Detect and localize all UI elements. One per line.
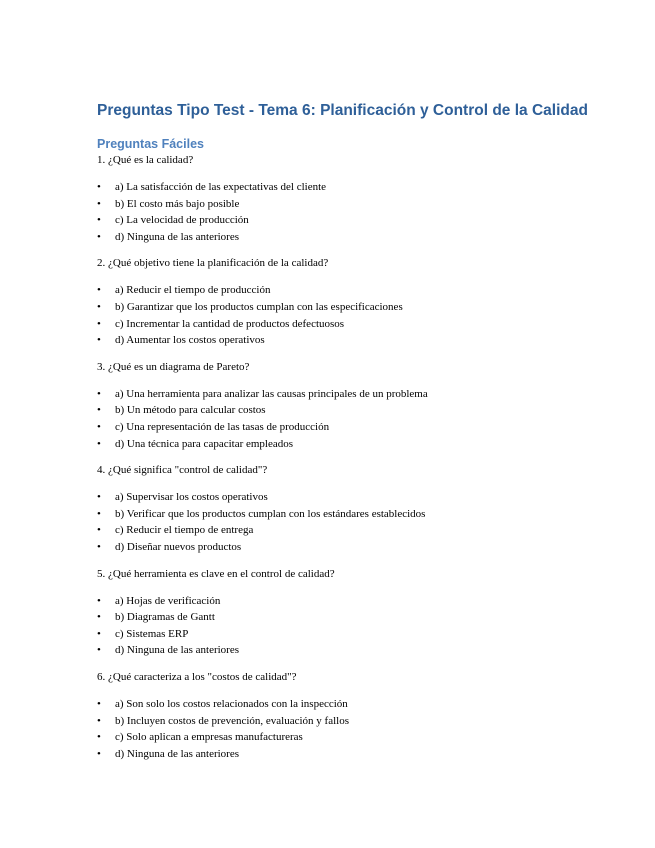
document-title: Preguntas Tipo Test - Tema 6: Planificación y Control de la Calidad bbox=[97, 102, 588, 119]
section-title: Preguntas Fáciles bbox=[97, 137, 204, 151]
option-item bbox=[97, 282, 403, 299]
option-text: c) La velocidad de producción bbox=[115, 214, 249, 227]
option-item bbox=[97, 332, 403, 349]
question-5 bbox=[97, 566, 637, 669]
option-item bbox=[97, 539, 425, 556]
question-2 bbox=[97, 255, 637, 358]
bullet-icon: • bbox=[97, 197, 101, 210]
option-text: d) Ninguna de las anteriores bbox=[115, 644, 240, 657]
bullet-icon: • bbox=[97, 404, 101, 417]
option-list bbox=[97, 386, 428, 452]
option-item bbox=[97, 316, 403, 333]
option-text: d) Una técnica para capacitar empleados bbox=[115, 437, 294, 450]
option-item bbox=[97, 386, 428, 403]
bullet-icon: • bbox=[97, 644, 101, 657]
option-text: d) Diseñar nuevos productos bbox=[115, 540, 242, 553]
option-text: b) Un método para calcular costos bbox=[115, 404, 266, 417]
bullet-icon: • bbox=[97, 334, 101, 347]
option-text: a) La satisfacción de las expectativas del cliente bbox=[115, 181, 327, 193]
option-item bbox=[97, 196, 326, 213]
question-list bbox=[97, 152, 637, 772]
option-item bbox=[97, 299, 403, 316]
bullet-icon: • bbox=[97, 594, 101, 607]
bullet-icon: • bbox=[97, 697, 101, 710]
bullet-icon: • bbox=[97, 300, 101, 313]
option-list bbox=[97, 489, 425, 555]
option-item bbox=[97, 642, 239, 659]
option-item bbox=[97, 436, 428, 453]
option-text: d) Ninguna de las anteriores bbox=[115, 230, 240, 243]
question-text: 5. ¿Qué herramienta es clave en el control de calidad? bbox=[97, 567, 335, 580]
option-text: d) Aumentar los costos operativos bbox=[115, 334, 265, 347]
question-1 bbox=[97, 152, 637, 255]
bullet-icon: • bbox=[97, 524, 101, 537]
bullet-icon: • bbox=[97, 181, 101, 193]
option-item bbox=[97, 626, 239, 643]
option-item bbox=[97, 229, 326, 246]
option-text: c) Sistemas ERP bbox=[115, 627, 189, 640]
option-item bbox=[97, 729, 349, 746]
bullet-icon: • bbox=[97, 507, 101, 520]
bullet-icon: • bbox=[97, 491, 101, 504]
option-text: b) El costo más bajo posible bbox=[115, 197, 240, 210]
option-text: d) Ninguna de las anteriores bbox=[115, 747, 240, 760]
option-text: a) Una herramienta para analizar las causas principales de un problema bbox=[115, 387, 428, 400]
option-item bbox=[97, 419, 428, 436]
option-item bbox=[97, 593, 239, 610]
bullet-icon: • bbox=[97, 731, 101, 744]
option-text: b) Incluyen costos de prevención, evaluación y fallos bbox=[115, 714, 349, 727]
bullet-icon: • bbox=[97, 230, 101, 243]
option-list bbox=[97, 179, 326, 245]
bullet-icon: • bbox=[97, 214, 101, 227]
question-4 bbox=[97, 462, 637, 565]
option-item bbox=[97, 506, 425, 523]
option-list bbox=[97, 696, 349, 762]
question-text: 2. ¿Qué objetivo tiene la planificación de la calidad? bbox=[97, 257, 329, 270]
option-item bbox=[97, 522, 425, 539]
option-item bbox=[97, 212, 326, 229]
option-item bbox=[97, 179, 326, 196]
option-text: a) Supervisar los costos operativos bbox=[115, 491, 268, 504]
option-item bbox=[97, 489, 425, 506]
option-text: a) Hojas de verificación bbox=[115, 594, 221, 607]
bullet-icon: • bbox=[97, 747, 101, 760]
bullet-icon: • bbox=[97, 540, 101, 553]
option-list bbox=[97, 593, 239, 659]
option-text: a) Reducir el tiempo de producción bbox=[115, 284, 271, 297]
option-text: c) Solo aplican a empresas manufactureras bbox=[115, 731, 303, 744]
document-page bbox=[97, 100, 617, 760]
option-item bbox=[97, 713, 349, 730]
option-item bbox=[97, 696, 349, 713]
option-list bbox=[97, 282, 403, 348]
bullet-icon: • bbox=[97, 714, 101, 727]
option-item bbox=[97, 746, 349, 763]
bullet-icon: • bbox=[97, 284, 101, 297]
bullet-icon: • bbox=[97, 437, 101, 450]
bullet-icon: • bbox=[97, 317, 101, 330]
option-item bbox=[97, 609, 239, 626]
bullet-icon: • bbox=[97, 627, 101, 640]
question-text: 4. ¿Qué significa "control de calidad"? bbox=[97, 464, 268, 477]
question-6 bbox=[97, 669, 637, 772]
option-item bbox=[97, 402, 428, 419]
question-text: 1. ¿Qué es la calidad? bbox=[97, 154, 194, 166]
bullet-icon: • bbox=[97, 611, 101, 624]
question-text: 6. ¿Qué caracteriza a los "costos de calidad"? bbox=[97, 670, 297, 683]
option-text: c) Una representación de las tasas de producción bbox=[115, 420, 330, 433]
bullet-icon: • bbox=[97, 420, 101, 433]
question-text: 3. ¿Qué es un diagrama de Pareto? bbox=[97, 360, 250, 373]
option-text: b) Verificar que los productos cumplan con los estándares establecidos bbox=[115, 507, 426, 520]
bullet-icon: • bbox=[97, 387, 101, 400]
option-text: b) Diagramas de Gantt bbox=[115, 611, 215, 624]
option-text: c) Reducir el tiempo de entrega bbox=[115, 524, 254, 537]
question-3 bbox=[97, 359, 637, 462]
option-text: b) Garantizar que los productos cumplan con las especificaciones bbox=[115, 300, 403, 313]
option-text: c) Incrementar la cantidad de productos defectuosos bbox=[115, 317, 345, 330]
option-text: a) Son solo los costos relacionados con la inspección bbox=[115, 697, 348, 710]
